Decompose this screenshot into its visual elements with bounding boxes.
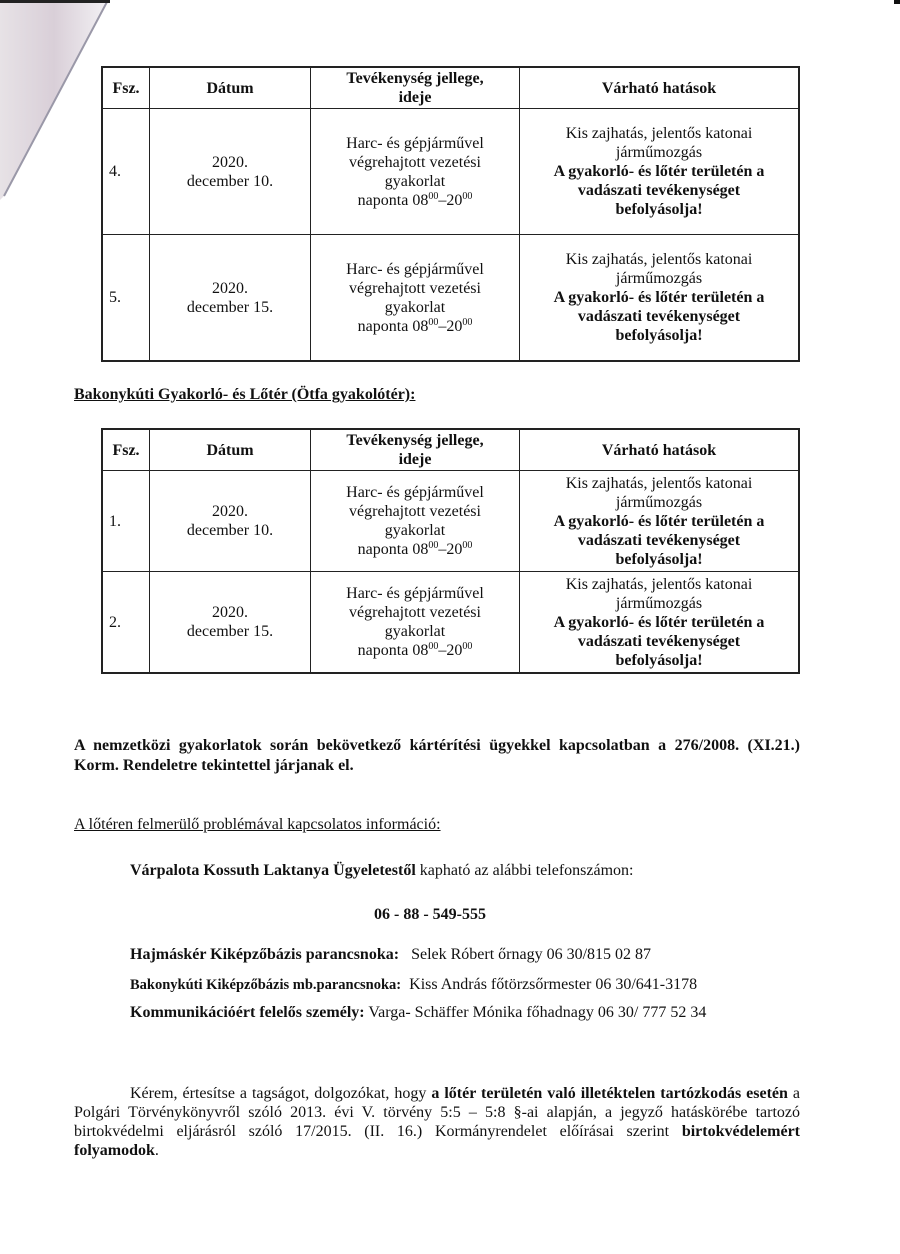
row-number: 5. <box>102 235 150 362</box>
contact-label: Bakonykúti Kiképzőbázis mb.parancsnoka: <box>130 977 402 993</box>
row-number: 2. <box>102 572 150 674</box>
row-effects: Kis zajhatás, jelentős katonai járműmozgás A gyakorló- és lőtér területén a vadászati tevékenységet befolyásolja! <box>520 235 800 362</box>
contact-value: Selek Róbert őrnagy 06 30/815 02 87 <box>411 946 652 963</box>
header-hatasok: Várható hatások <box>520 429 800 471</box>
table-header-row <box>102 67 799 109</box>
table-row <box>102 109 799 235</box>
table-row <box>102 471 799 572</box>
row-activity: Harc- és gépjárművel végrehajtott vezetési gyakorlat naponta $08^{00}-20^{00}$ <box>311 572 520 674</box>
closing-paragraph: Kérem, értesítse a tagságot, dolgozókat, hogy a lőtér területén való illetéktelen tartózkodás esetén a Polgári Törvénykönyvről szóló 2013. évi V. törvény 5:5 – 5:8 §-ai alapján, a jegyző hatáskörébe tartozó birtokvédelmi eljárásról szóló 17/2015. (II. 16.) Kormányrendelet előírásai szerint birtokvédelemért folyamodok. <box>74 1085 801 1159</box>
row-number: 4. <box>102 109 150 235</box>
duty-officer-line: Várpalota Kossuth Laktanya Ügyeletestől kapható az alábbi telefonszámon: <box>130 862 634 879</box>
row-activity: Harc- és gépjárművel végrehajtott vezetési gyakorlat naponta $08^{00}-20^{00}$ <box>311 235 520 362</box>
header-fsz: Fsz. <box>102 67 150 109</box>
contact-value: Varga- Schäffer Mónika főhadnagy 06 30/ 777 52 34 <box>368 1004 707 1021</box>
row-number: 1. <box>102 471 150 572</box>
table-header-row <box>102 429 799 471</box>
schedule-table-hajmasker <box>101 66 800 362</box>
header-tevekenyseg: Tevékenység jellege, ideje <box>311 67 520 109</box>
table-row <box>102 572 799 674</box>
row-effects: Kis zajhatás, jelentős katonai járműmozgás A gyakorló- és lőtér területén a vadászati tevékenységet befolyásolja! <box>520 109 800 235</box>
row-activity: Harc- és gépjárművel végrehajtott vezetési gyakorlat naponta $08^{00}-20^{00}$ <box>311 471 520 572</box>
header-fsz: Fsz. <box>102 429 150 471</box>
row-effects: Kis zajhatás, jelentős katonai járműmozgás A gyakorló- és lőtér területén a vadászati tevékenységet befolyásolja! <box>520 471 800 572</box>
row-activity: Harc- és gépjárművel végrehajtott vezetési gyakorlat naponta $08^{00}-20^{00}$ <box>311 109 520 235</box>
info-section-title: A lőtéren felmerülő problémával kapcsolatos információ: <box>74 816 441 833</box>
scan-corner-mark <box>894 0 900 4</box>
contact-label: Kommunikációért felelős személy: <box>130 1004 365 1021</box>
header-tevekenyseg: Tevékenység jellege, ideje <box>311 429 520 471</box>
contact-label: Hajmáskér Kiképzőbázis parancsnoka: <box>130 946 400 963</box>
schedule-table-bakonykut <box>101 428 800 674</box>
row-date: 2020. december 10. <box>150 471 311 572</box>
duty-phone-number: 06 - 88 - 549-555 <box>374 906 486 923</box>
contact-communication <box>130 1004 706 1022</box>
contact-hajmasker <box>130 946 651 964</box>
contact-value: Kiss András főtörzsőrmester 06 30/641-3178 <box>409 976 698 993</box>
row-date: 2020. december 15. <box>150 572 311 674</box>
scan-page-edge <box>0 0 110 210</box>
row-date: 2020. december 15. <box>150 235 311 362</box>
contact-bakonykut <box>130 976 697 994</box>
table-row <box>102 235 799 362</box>
header-datum: Dátum <box>150 429 311 471</box>
row-effects: Kis zajhatás, jelentős katonai járműmozgás A gyakorló- és lőtér területén a vadászati tevékenységet befolyásolja! <box>520 572 800 674</box>
header-hatasok: Várható hatások <box>520 67 800 109</box>
header-datum: Dátum <box>150 67 311 109</box>
section-title-bakonykut: Bakonykúti Gyakorló- és Lőtér (Ötfa gyakolótér): <box>74 386 416 403</box>
compensation-paragraph: A nemzetközi gyakorlatok során bekövetkező kártérítési ügyekkel kapcsolatban a 276/2008. (XI.21.) Korm. Rendeletre tekintettel járjanak el. <box>74 737 800 774</box>
row-date: 2020. december 10. <box>150 109 311 235</box>
